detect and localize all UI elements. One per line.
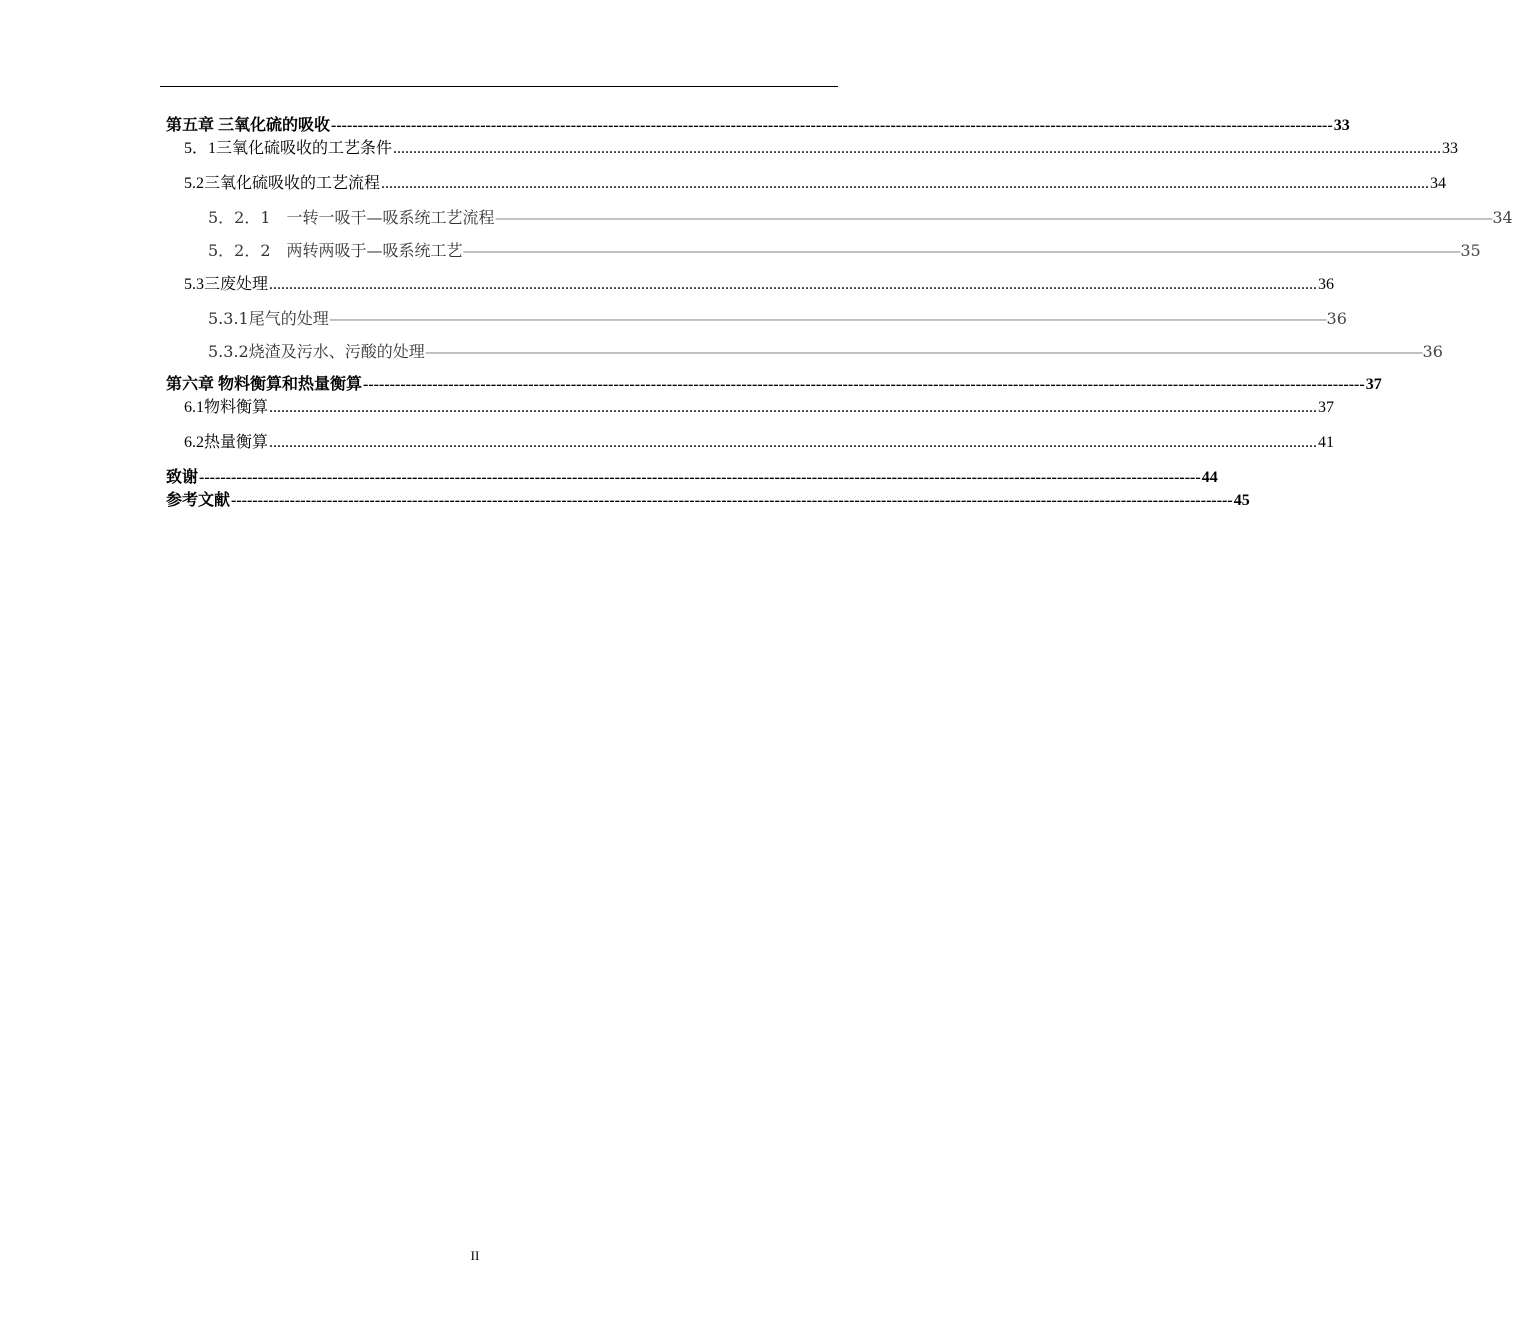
toc-entry-chapter-5[interactable] (0, 116, 1350, 136)
toc-entry-chapter-6[interactable] (0, 375, 1382, 395)
toc-entry-page: 33 (1333, 117, 1350, 134)
toc-entry-5-1[interactable] (0, 139, 1459, 159)
toc-leader (199, 468, 1201, 488)
toc-entry-title: 第六章 物料衡算和热量衡算 (166, 376, 363, 393)
toc-entry-title: 5.3三废处理 (184, 276, 269, 293)
page-number: II (470, 1248, 480, 1263)
toc-entry-5-3-1[interactable] (0, 309, 1347, 329)
toc-entry-title: 5．1三氧化硫吸收的工艺条件 (184, 140, 393, 157)
toc-leader (426, 342, 1422, 362)
toc-entry-5-3[interactable] (0, 275, 1335, 295)
toc-leader (496, 208, 1492, 228)
toc-leader (393, 139, 1441, 159)
toc-entry-title: 第五章 三氧化硫的吸收 (166, 117, 331, 134)
toc-entry-title: 6.2热量衡算 (184, 434, 269, 451)
toc-entry-page: 37 (1365, 376, 1382, 393)
toc-entry-6-2[interactable] (0, 433, 1335, 453)
toc-entry-page: 36 (1326, 309, 1347, 328)
toc-entry-page: 45 (1233, 492, 1250, 509)
toc-entry-page: 36 (1318, 276, 1335, 293)
toc-entry-page: 35 (1460, 241, 1481, 260)
toc-entry-title: 5．2．1 一转一吸干—吸系统工艺流程 (208, 208, 495, 227)
toc-leader (381, 174, 1429, 194)
toc-leader (331, 116, 1333, 136)
toc-entry-title: 5.2三氧化硫吸收的工艺流程 (184, 175, 381, 192)
toc-entry-page: 41 (1318, 434, 1335, 451)
toc-entry-page: 36 (1422, 342, 1443, 361)
toc-entry-page: 34 (1430, 175, 1447, 192)
header-rule (160, 86, 838, 87)
toc-leader (269, 398, 1317, 418)
toc-entry-6-1[interactable] (0, 398, 1335, 418)
toc-entry-title: 5．2．2 两转两吸于—吸系统工艺 (208, 241, 463, 260)
toc-entry-5-2-2[interactable] (0, 241, 1481, 261)
toc-entry-title: 5.3.2烧渣及污水、污酸的处理 (208, 342, 425, 361)
toc-entry-title: 致谢 (166, 469, 199, 486)
toc-entry-title: 5.3.1尾气的处理 (208, 309, 329, 328)
toc-entry-page: 34 (1492, 208, 1513, 227)
toc-leader (231, 491, 1233, 511)
toc-entry-page: 37 (1318, 399, 1335, 416)
toc-entry-page: 44 (1201, 469, 1218, 486)
toc-entry-acknowledgements[interactable] (0, 468, 1218, 488)
toc-entry-title: 参考文献 (166, 492, 231, 509)
toc-entry-5-3-2[interactable] (0, 342, 1443, 362)
toc-leader (269, 433, 1317, 453)
toc-leader (363, 375, 1365, 395)
toc-leader (269, 275, 1317, 295)
toc-entry-5-2[interactable] (0, 174, 1447, 194)
toc-entry-5-2-1[interactable] (0, 208, 1513, 228)
toc-leader (330, 309, 1326, 329)
toc-entry-page: 33 (1442, 140, 1459, 157)
toc-entry-references[interactable] (0, 491, 1250, 511)
toc-leader (464, 241, 1460, 261)
toc-entry-title: 6.1物料衡算 (184, 399, 269, 416)
